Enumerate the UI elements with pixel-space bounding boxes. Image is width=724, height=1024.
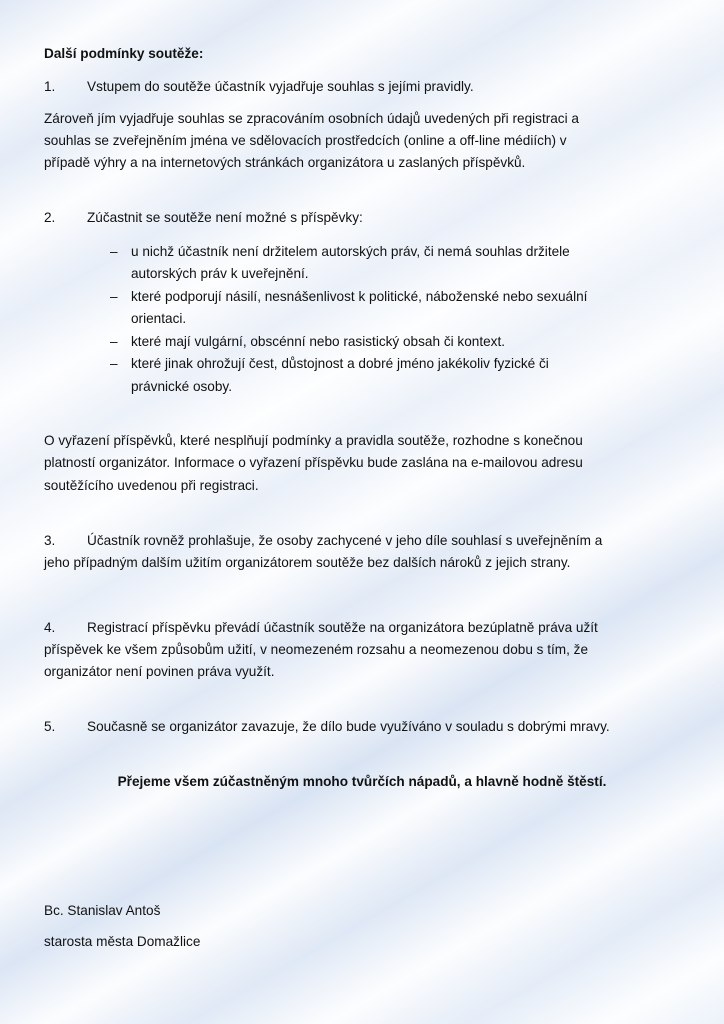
item-number: 2. [44,210,56,225]
paragraph-line: platností organizátor. Informace o vyřazení příspěvku bude zaslána na e-mailovou adresu [44,455,583,470]
item-1-text: Vstupem do soutěže účastník vyjadřuje souhlas s jejími pravidly. [87,79,474,94]
item-3-line: jeho případným dalším užitím organizátorem soutěže bez dalších nároků z jejich strany. [44,555,571,570]
signature-role: starosta města Domažlice [44,934,201,949]
signature-name: Bc. Stanislav Antoš [44,903,161,918]
item-4-line: příspěvek ke všem způsobům užití, v neomezeném rozsahu a neomezenou dobu s tím, že [44,642,589,657]
item-number: 5. [44,719,56,734]
paragraph-line: případě výhry a na internetových stránkách organizátora u zaslaných příspěvků. [44,155,526,170]
bullet-dash: – [110,356,118,371]
bullet-dash: – [110,244,118,259]
bullet-line: které jinak ohrožují čest, důstojnost a dobré jméno jakékoliv fyzické či [131,356,549,371]
paragraph-line: souhlas se zveřejněním jména ve sdělovacích prostředcích (online a off-line médiích) v [44,133,567,148]
item-4-line: Registrací příspěvku převádí účastník soutěže na organizátora bezúplatně práva užít [87,620,598,635]
section-title: Další podmínky soutěže: [44,46,204,61]
item-5-text: Současně se organizátor zavazuje, že dílo bude využíváno v souladu s dobrými mravy. [87,719,610,734]
item-4-line: organizátor není povinen práva využít. [44,664,275,679]
bullet-line: u nichž účastník není držitelem autorských práv, či nemá souhlas držitele [131,244,570,259]
bullet-dash: – [110,289,118,304]
item-2-text: Zúčastnit se soutěže není možné s příspěvky: [87,210,363,225]
item-number: 1. [44,79,56,94]
bullet-dash: – [110,334,118,349]
paragraph-line: soutěžícího uvedenou při registraci. [44,478,259,493]
item-number: 3. [44,533,56,548]
bullet-line: které podporují násilí, nesnášenlivost k politické, náboženské nebo sexuální [131,289,588,304]
bullet-line: které mají vulgární, obscénní nebo rasistický obsah či kontext. [131,334,506,349]
paragraph-line: Zároveň jím vyjadřuje souhlas se zpracováním osobních údajů uvedených při registraci a [44,111,579,126]
bullet-line: autorských práv k uveřejnění. [131,266,309,281]
bullet-line: právnické osoby. [131,379,232,394]
paragraph-line: O vyřazení příspěvků, které nesplňují podmínky a pravidla soutěže, rozhodne s konečnou [44,433,583,448]
item-number: 4. [44,620,56,635]
closing-wish: Přejeme všem zúčastněným mnoho tvůrčích nápadů, a hlavně hodně štěstí. [117,774,607,789]
bullet-line: orientaci. [131,311,187,326]
item-3-line: Účastník rovněž prohlašuje, že osoby zachycené v jeho díle souhlasí s uveřejněním a [87,533,603,548]
